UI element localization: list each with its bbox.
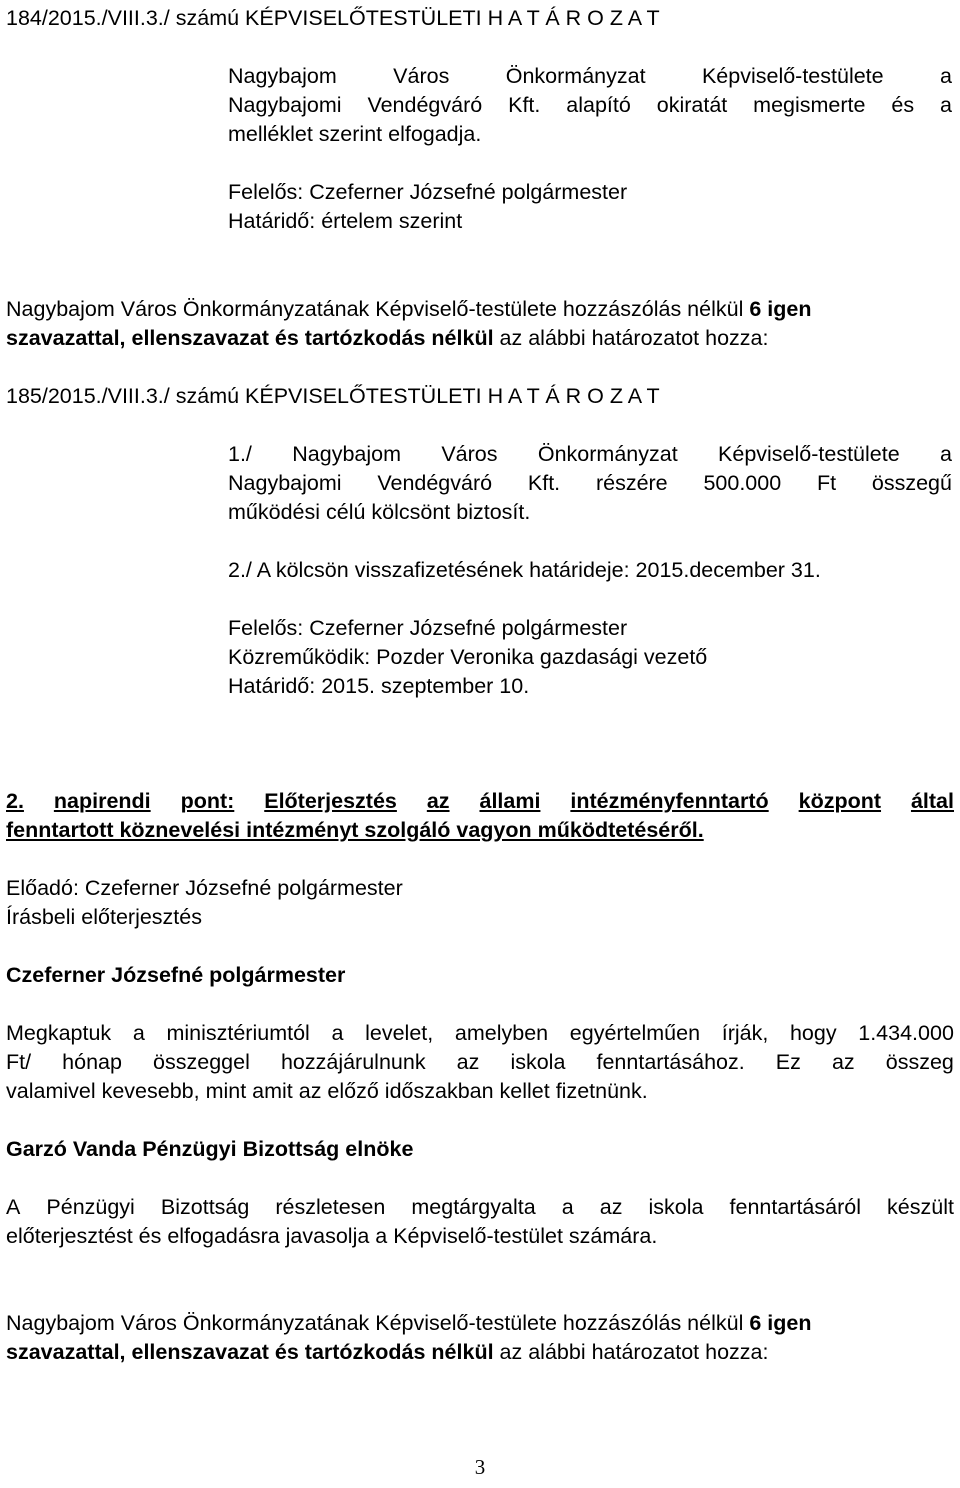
word: készült bbox=[887, 1195, 954, 1219]
speaker-1-line1 bbox=[6, 1020, 954, 1046]
word: 1./ bbox=[228, 442, 252, 466]
vote-2-line1 bbox=[6, 1310, 811, 1336]
word: Képviselő-testülete bbox=[718, 442, 900, 466]
word: Ft/ bbox=[6, 1050, 32, 1074]
word: Képviselő-testülete bbox=[701, 64, 884, 88]
resolution-184-body-line3: melléklet szerint elfogadja. bbox=[228, 122, 482, 146]
word: összeg bbox=[885, 1050, 954, 1074]
word: Nagybajomi bbox=[228, 471, 342, 495]
resolution-184-body-line1 bbox=[228, 63, 952, 89]
word: hozzájárulnunk bbox=[280, 1050, 426, 1074]
word: megtárgyalta bbox=[411, 1195, 536, 1219]
word: fenntartásához. bbox=[596, 1050, 745, 1074]
resolution-185-item2: 2./ A kölcsön visszafizetésének határideje: 2015.december 31. bbox=[228, 558, 821, 582]
word: Vendégváró bbox=[367, 93, 483, 117]
page-number: 3 bbox=[474, 1455, 486, 1479]
vote-2-line1-bold: 6 igen bbox=[749, 1311, 812, 1335]
word: pont: bbox=[180, 789, 235, 813]
word: a bbox=[940, 93, 952, 117]
word: az bbox=[426, 789, 450, 813]
speaker-1-line3: valamivel kevesebb, mint amit az előző időszakban kellet fizetnünk. bbox=[6, 1079, 648, 1103]
word: a bbox=[940, 64, 952, 88]
word: által bbox=[910, 789, 954, 813]
word: 1.434.000 bbox=[858, 1021, 954, 1045]
speaker-2-line1 bbox=[6, 1194, 954, 1220]
speaker-1-line2 bbox=[6, 1049, 954, 1075]
word: okiratát bbox=[656, 93, 728, 117]
vote-2-line2-regular: az alábbi határozatot hozza: bbox=[493, 1340, 769, 1364]
resolution-184-heading: 184/2015./VIII.3./ számú KÉPVISELŐTESTÜLETI H A T Á R O Z A T bbox=[6, 6, 660, 30]
vote-1-line1-regular: Nagybajom Város Önkormányzatának Képviselő-testülete hozzászólás nélkül bbox=[6, 297, 750, 321]
word: 500.000 bbox=[703, 471, 782, 495]
word: megismerte bbox=[753, 93, 866, 117]
word: Kft. bbox=[527, 471, 561, 495]
word: Nagybajom bbox=[228, 64, 337, 88]
resolution-185-contributor: Közreműködik: Pozder Veronika gazdasági vezető bbox=[228, 645, 708, 669]
vote-1-line2 bbox=[6, 325, 768, 351]
speaker-2-name: Garzó Vanda Pénzügyi Bizottság elnöke bbox=[6, 1137, 414, 1161]
word: az bbox=[831, 1050, 855, 1074]
word: az bbox=[599, 1195, 623, 1219]
vote-2-line2-bold: szavazattal, ellenszavazat és tartózkodás nélkül bbox=[6, 1340, 494, 1364]
word: a bbox=[132, 1021, 145, 1045]
word: Kft. bbox=[508, 93, 541, 117]
agenda-2-written-proposal: Írásbeli előterjesztés bbox=[6, 905, 202, 929]
word: összeggel bbox=[153, 1050, 250, 1074]
word: a bbox=[331, 1021, 344, 1045]
resolution-185-responsible: Felelős: Czeferner Józsefné polgármester bbox=[228, 616, 628, 640]
word: állami bbox=[479, 789, 541, 813]
word: Megkaptuk bbox=[6, 1021, 112, 1045]
word: egyértelműen bbox=[569, 1021, 701, 1045]
vote-1-line2-regular: az alábbi határozatot hozza: bbox=[493, 326, 769, 350]
word: Nagybajomi bbox=[228, 93, 342, 117]
word: Város bbox=[441, 442, 498, 466]
word: összegű bbox=[871, 471, 952, 495]
resolution-185-item1-line1 bbox=[228, 441, 952, 467]
word: Ft bbox=[816, 471, 837, 495]
agenda-2-title-line2: fenntartott köznevelési intézményt szolgáló vagyon működtetéséről. bbox=[6, 818, 704, 842]
word: napirendi bbox=[53, 789, 151, 813]
word: Pénzügyi bbox=[46, 1195, 135, 1219]
speaker-1-name: Czeferner Józsefné polgármester bbox=[6, 963, 346, 987]
word: részletesen bbox=[275, 1195, 386, 1219]
word: a bbox=[561, 1195, 574, 1219]
word: Nagybajom bbox=[292, 442, 401, 466]
resolution-184-deadline: Határidő: értelem szerint bbox=[228, 209, 463, 233]
word: Bizottság bbox=[160, 1195, 250, 1219]
word: A bbox=[6, 1195, 21, 1219]
vote-2-line1-regular: Nagybajom Város Önkormányzatának Képviselő-testülete hozzászólás nélkül bbox=[6, 1311, 750, 1335]
resolution-185-heading: 185/2015./VIII.3./ számú KÉPVISELŐTESTÜLETI H A T Á R O Z A T bbox=[6, 384, 660, 408]
resolution-184-responsible: Felelős: Czeferner Józsefné polgármester bbox=[228, 180, 628, 204]
word: iskola bbox=[510, 1050, 566, 1074]
agenda-2-title-line1 bbox=[6, 788, 954, 814]
word: 2. bbox=[6, 789, 24, 813]
word: minisztériumtól bbox=[166, 1021, 310, 1045]
word: alapító bbox=[566, 93, 631, 117]
resolution-185-item1-line2 bbox=[228, 470, 952, 496]
vote-1-line1-bold: 6 igen bbox=[749, 297, 812, 321]
vote-1-line2-bold: szavazattal, ellenszavazat és tartózkodás nélkül bbox=[6, 326, 494, 350]
word: iskola bbox=[648, 1195, 704, 1219]
vote-2-line2 bbox=[6, 1339, 768, 1365]
speaker-2-line2: előterjesztést és elfogadásra javasolja a Képviselő-testület számára. bbox=[6, 1224, 658, 1248]
word: írják, bbox=[721, 1021, 769, 1045]
resolution-185-item1-line3: működési célú kölcsönt biztosít. bbox=[228, 500, 531, 524]
agenda-2-presenter: Előadó: Czeferner Józsefné polgármester bbox=[6, 876, 403, 900]
word: hónap bbox=[62, 1050, 122, 1074]
word: Előterjesztés bbox=[264, 789, 397, 813]
word: részére bbox=[595, 471, 668, 495]
word: fenntartásáról bbox=[729, 1195, 861, 1219]
word: amelyben bbox=[454, 1021, 549, 1045]
word: Ez bbox=[775, 1050, 801, 1074]
word: Önkormányzat bbox=[537, 442, 678, 466]
word: intézményfenntartó bbox=[570, 789, 769, 813]
word: központ bbox=[798, 789, 882, 813]
word: Vendégváró bbox=[377, 471, 493, 495]
word: hogy bbox=[789, 1021, 837, 1045]
word: az bbox=[456, 1050, 480, 1074]
word: és bbox=[891, 93, 915, 117]
resolution-184-body-line2 bbox=[228, 92, 952, 118]
vote-1-line1 bbox=[6, 296, 811, 322]
word: Önkormányzat bbox=[505, 64, 646, 88]
word: levelet, bbox=[365, 1021, 434, 1045]
word: Város bbox=[393, 64, 450, 88]
word: a bbox=[940, 442, 952, 466]
resolution-185-deadline: Határidő: 2015. szeptember 10. bbox=[228, 674, 530, 698]
